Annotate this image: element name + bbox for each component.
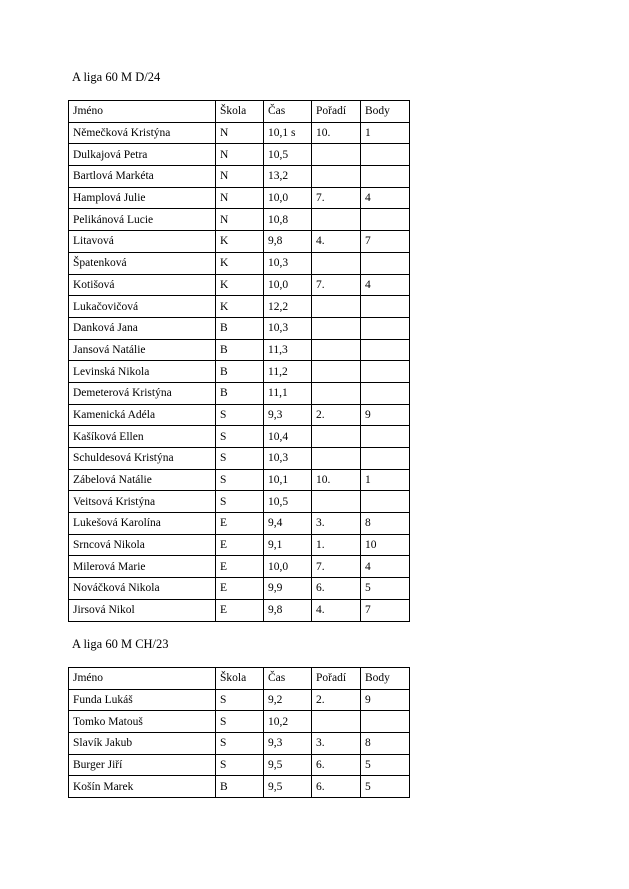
time-cell: 10,1 s [264, 122, 312, 144]
table-row [69, 274, 410, 296]
school-cell: E [216, 513, 264, 535]
rank-cell: 1. [312, 534, 361, 556]
header-points: Body [361, 668, 410, 690]
table-row [69, 599, 410, 621]
rank-cell [312, 382, 361, 404]
table-row [69, 689, 410, 711]
name-cell: Lukačovičová [69, 296, 216, 318]
time-cell: 10,3 [264, 317, 312, 339]
school-cell: N [216, 144, 264, 166]
school-cell: K [216, 296, 264, 318]
points-cell: 4 [361, 274, 410, 296]
rank-cell [312, 361, 361, 383]
name-cell: Milerová Marie [69, 556, 216, 578]
points-cell: 9 [361, 689, 410, 711]
time-cell: 9,9 [264, 578, 312, 600]
points-cell: 7 [361, 231, 410, 253]
table-row [69, 513, 410, 535]
rank-cell [312, 317, 361, 339]
name-cell: Srncová Nikola [69, 534, 216, 556]
section-girls [68, 68, 410, 622]
table-row [69, 296, 410, 318]
points-cell [361, 361, 410, 383]
time-cell: 11,3 [264, 339, 312, 361]
school-cell: S [216, 448, 264, 470]
points-cell: 9 [361, 404, 410, 426]
points-cell [361, 448, 410, 470]
points-cell: 10 [361, 534, 410, 556]
rank-cell [312, 296, 361, 318]
name-cell: Němečková Kristýna [69, 122, 216, 144]
school-cell: E [216, 556, 264, 578]
name-cell: Litavová [69, 231, 216, 253]
points-cell [361, 166, 410, 188]
points-cell: 8 [361, 513, 410, 535]
header-row [69, 668, 410, 690]
header-row [69, 101, 410, 123]
name-cell: Jansová Natálie [69, 339, 216, 361]
rank-cell [312, 491, 361, 513]
name-cell: Nováčková Nikola [69, 578, 216, 600]
name-cell: Zábelová Natálie [69, 469, 216, 491]
table-row [69, 469, 410, 491]
points-cell [361, 209, 410, 231]
name-cell: Kašíková Ellen [69, 426, 216, 448]
table-row [69, 166, 410, 188]
name-cell: Veitsová Kristýna [69, 491, 216, 513]
rank-cell [312, 144, 361, 166]
table-row [69, 556, 410, 578]
time-cell: 9,4 [264, 513, 312, 535]
table-row [69, 252, 410, 274]
table-row [69, 209, 410, 231]
table-row [69, 776, 410, 798]
time-cell: 10,4 [264, 426, 312, 448]
school-cell: S [216, 754, 264, 776]
table-row [69, 404, 410, 426]
header-school: Škola [216, 101, 264, 123]
time-cell: 13,2 [264, 166, 312, 188]
name-cell: Tomko Matouš [69, 711, 216, 733]
school-cell: K [216, 252, 264, 274]
time-cell: 9,8 [264, 231, 312, 253]
time-cell: 10,0 [264, 274, 312, 296]
name-cell: Burger Jiří [69, 754, 216, 776]
time-cell: 10,1 [264, 469, 312, 491]
rank-cell: 10. [312, 469, 361, 491]
points-cell: 7 [361, 599, 410, 621]
rank-cell: 6. [312, 754, 361, 776]
header-name: Jméno [69, 101, 216, 123]
school-cell: N [216, 209, 264, 231]
rank-cell: 3. [312, 733, 361, 755]
time-cell: 10,3 [264, 448, 312, 470]
time-cell: 10,2 [264, 711, 312, 733]
points-cell: 4 [361, 556, 410, 578]
school-cell: E [216, 599, 264, 621]
rank-cell: 3. [312, 513, 361, 535]
table-row [69, 187, 410, 209]
rank-cell: 6. [312, 578, 361, 600]
school-cell: S [216, 491, 264, 513]
school-cell: B [216, 361, 264, 383]
school-cell: S [216, 711, 264, 733]
header-time: Čas [264, 101, 312, 123]
rank-cell: 2. [312, 404, 361, 426]
name-cell: Bartlová Markéta [69, 166, 216, 188]
header-school: Škola [216, 668, 264, 690]
time-cell: 9,1 [264, 534, 312, 556]
points-cell [361, 296, 410, 318]
table-row [69, 339, 410, 361]
school-cell: K [216, 274, 264, 296]
table-row [69, 317, 410, 339]
school-cell: N [216, 122, 264, 144]
time-cell: 10,0 [264, 556, 312, 578]
school-cell: N [216, 166, 264, 188]
points-cell [361, 426, 410, 448]
rank-cell [312, 339, 361, 361]
school-cell: E [216, 534, 264, 556]
school-cell: B [216, 317, 264, 339]
points-cell: 5 [361, 776, 410, 798]
header-points: Body [361, 101, 410, 123]
name-cell: Dulkajová Petra [69, 144, 216, 166]
school-cell: S [216, 426, 264, 448]
rank-cell: 10. [312, 122, 361, 144]
school-cell: B [216, 382, 264, 404]
rank-cell: 6. [312, 776, 361, 798]
school-cell: E [216, 578, 264, 600]
rank-cell: 2. [312, 689, 361, 711]
rank-cell [312, 426, 361, 448]
header-name: Jméno [69, 668, 216, 690]
school-cell: N [216, 187, 264, 209]
header-rank: Pořadí [312, 668, 361, 690]
school-cell: B [216, 339, 264, 361]
name-cell: Košín Marek [69, 776, 216, 798]
school-cell: B [216, 776, 264, 798]
table-row [69, 711, 410, 733]
rank-cell: 4. [312, 231, 361, 253]
time-cell: 10,8 [264, 209, 312, 231]
points-cell [361, 339, 410, 361]
time-cell: 10,5 [264, 144, 312, 166]
name-cell: Jirsová Nikol [69, 599, 216, 621]
points-cell: 5 [361, 754, 410, 776]
table-row [69, 361, 410, 383]
time-cell: 10,0 [264, 187, 312, 209]
table-row [69, 231, 410, 253]
name-cell: Špatenková [69, 252, 216, 274]
name-cell: Kotišová [69, 274, 216, 296]
points-cell: 4 [361, 187, 410, 209]
time-cell: 9,3 [264, 404, 312, 426]
rank-cell [312, 166, 361, 188]
points-cell [361, 317, 410, 339]
school-cell: S [216, 404, 264, 426]
table-row [69, 733, 410, 755]
points-cell: 1 [361, 469, 410, 491]
section-title: A liga 60 M CH/23 [72, 637, 169, 651]
time-cell: 11,1 [264, 382, 312, 404]
table-row [69, 578, 410, 600]
rank-cell: 7. [312, 274, 361, 296]
name-cell: Funda Lukáš [69, 689, 216, 711]
rank-cell [312, 209, 361, 231]
points-cell: 5 [361, 578, 410, 600]
rank-cell [312, 711, 361, 733]
points-cell: 1 [361, 122, 410, 144]
name-cell: Pelikánová Lucie [69, 209, 216, 231]
points-cell [361, 252, 410, 274]
points-cell [361, 144, 410, 166]
time-cell: 9,5 [264, 776, 312, 798]
name-cell: Levinská Nikola [69, 361, 216, 383]
section-title: A liga 60 M D/24 [72, 70, 161, 84]
time-cell: 9,5 [264, 754, 312, 776]
rank-cell: 7. [312, 187, 361, 209]
name-cell: Schuldesová Kristýna [69, 448, 216, 470]
results-table [68, 100, 410, 622]
points-cell [361, 382, 410, 404]
time-cell: 9,3 [264, 733, 312, 755]
table-row [69, 448, 410, 470]
name-cell: Slavík Jakub [69, 733, 216, 755]
name-cell: Demeterová Kristýna [69, 382, 216, 404]
time-cell: 10,3 [264, 252, 312, 274]
name-cell: Kamenická Adéla [69, 404, 216, 426]
school-cell: K [216, 231, 264, 253]
rank-cell: 7. [312, 556, 361, 578]
results-table [68, 667, 410, 798]
name-cell: Lukešová Karolína [69, 513, 216, 535]
time-cell: 9,2 [264, 689, 312, 711]
points-cell: 8 [361, 733, 410, 755]
header-rank: Pořadí [312, 101, 361, 123]
header-time: Čas [264, 668, 312, 690]
rank-cell [312, 448, 361, 470]
school-cell: S [216, 469, 264, 491]
rank-cell: 4. [312, 599, 361, 621]
points-cell [361, 711, 410, 733]
table-row [69, 534, 410, 556]
table-row [69, 491, 410, 513]
school-cell: S [216, 689, 264, 711]
table-row [69, 144, 410, 166]
school-cell: S [216, 733, 264, 755]
time-cell: 11,2 [264, 361, 312, 383]
section-boys [68, 635, 410, 798]
time-cell: 9,8 [264, 599, 312, 621]
table-row [69, 122, 410, 144]
points-cell [361, 491, 410, 513]
time-cell: 10,5 [264, 491, 312, 513]
table-row [69, 382, 410, 404]
table-row [69, 754, 410, 776]
time-cell: 12,2 [264, 296, 312, 318]
rank-cell [312, 252, 361, 274]
name-cell: Hamplová Julie [69, 187, 216, 209]
name-cell: Danková Jana [69, 317, 216, 339]
table-row [69, 426, 410, 448]
